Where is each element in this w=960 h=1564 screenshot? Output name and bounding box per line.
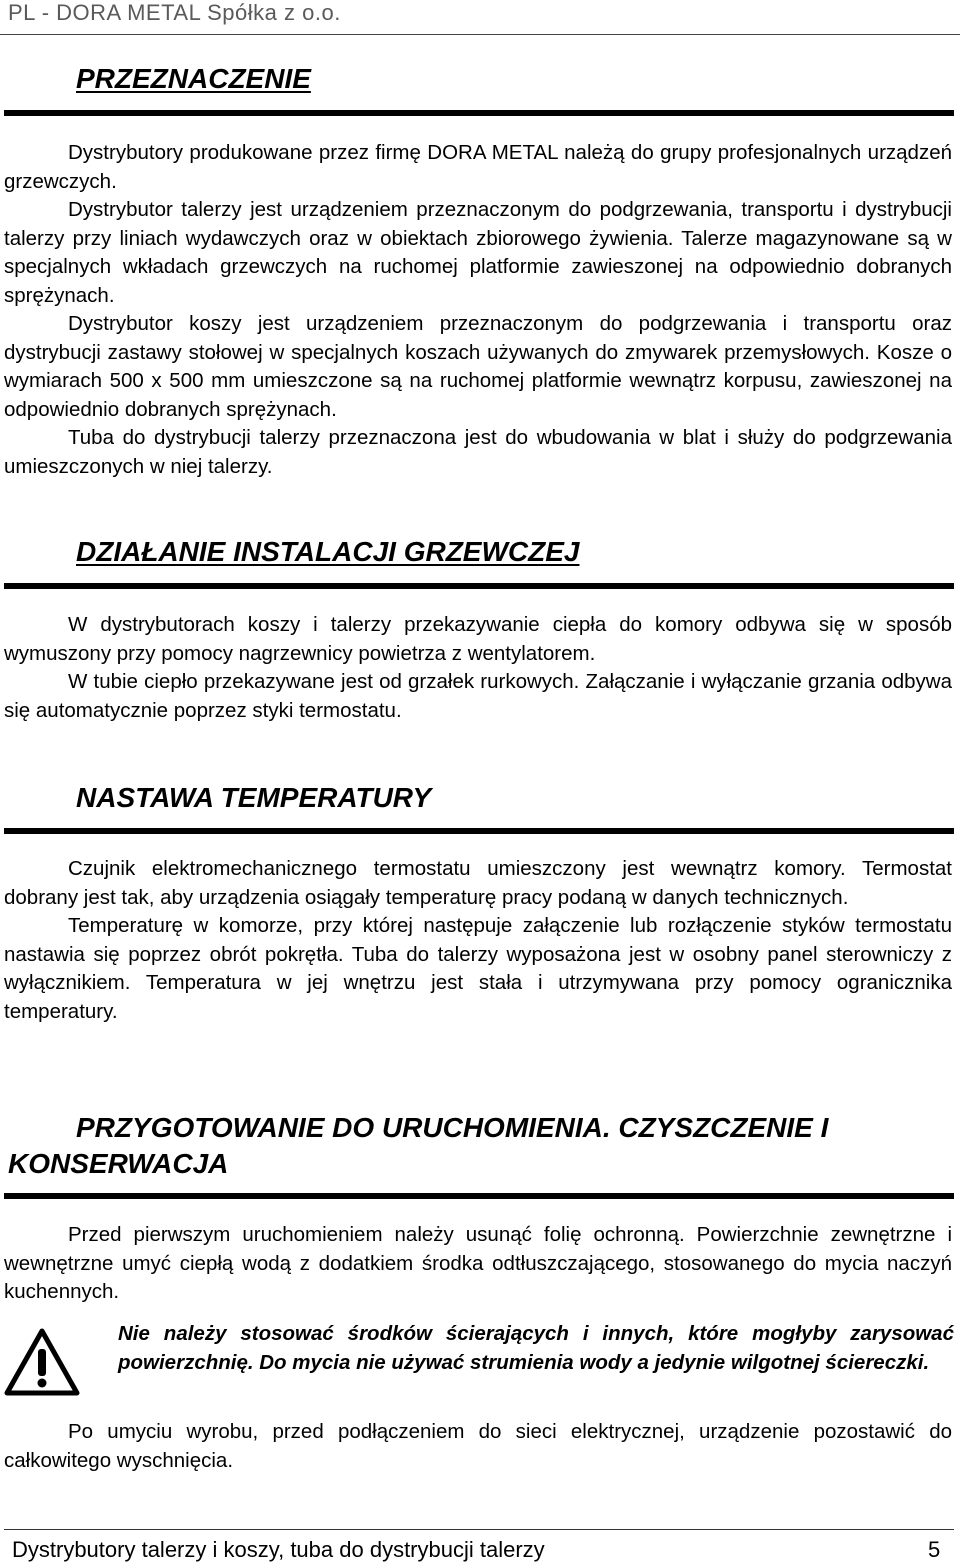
page-header-title: PL - DORA METAL Spółka z o.o. xyxy=(8,0,341,25)
paragraph: Dystrybutor koszy jest urządzeniem przeznaczonym do podgrzewania i transportu oraz dystrybucji zastawy stołowej w specjalnych koszach używanych do zmywarek przemysłowych. Kosze o wymiarach 500 x 500 mm umieszczone są na ruchomej platformie wewnątrz korpusu, zawieszonej na odpowiednio dobranych sprężynach. xyxy=(4,312,952,421)
header-divider xyxy=(0,34,960,35)
section-rule-2 xyxy=(4,583,954,589)
warning-text: Nie należy stosować środków ścierających i innych, które mogłyby zarysować powierzchnię. Do mycia nie używać strumienia wody a jedynie wilgotnej ściereczki. xyxy=(118,1322,954,1374)
section-title-przeznaczenie: PRZEZNACZENIE xyxy=(76,63,311,94)
section-rule-4 xyxy=(4,1193,954,1199)
section-title-przygotowanie-line2: KONSERWACJA xyxy=(8,1148,229,1179)
paragraph: W tubie ciepło przekazywane jest od grzałek rurkowych. Załączanie i wyłączanie grzania odbywa się automatycznie poprzez styki termostatu. xyxy=(4,670,952,722)
warning-triangle-icon xyxy=(4,1327,80,1397)
section-body-przygotowanie xyxy=(4,1221,952,1307)
paragraph: Temperaturę w komorze, przy której następuje załączenie lub rozłączenie styków termostatu nastawia się poprzez obrót pokrętła. Tuba do talerzy wyposażona jest w osobny panel sterowniczy z wyłącznikiem. Temperatura w jej wnętrzu jest stała i utrzymywana przy pomocy ogranicznika temperatury. xyxy=(4,914,952,1023)
section-rule-1 xyxy=(4,110,954,116)
section-body-przeznaczenie xyxy=(4,139,952,481)
section-title-przygotowanie-line1: PRZYGOTOWANIE DO URUCHOMIENIA. CZYSZCZENIE I xyxy=(76,1112,829,1143)
footer-document-title: Dystrybutory talerzy i koszy, tuba do dystrybucji talerzy xyxy=(12,1537,545,1562)
paragraph: Przed pierwszym uruchomieniem należy usunąć folię ochronną. Powierzchnie zewnętrzne i wewnętrzne umyć ciepłą wodą z dodatkiem środka odtłuszczającego, stosowanego do mycia naczyń kuchennych. xyxy=(4,1223,952,1303)
section-body-dzialanie xyxy=(4,611,952,725)
paragraph: Dystrybutor talerzy jest urządzeniem przeznaczonym do podgrzewania, transportu i dystrybucji talerzy przy liniach wydawczych oraz w obiektach zbiorowego żywienia. Talerze magazynowane są w specjalnych wkładach grzewczych na ruchomej platformie zawieszonej na odpowiednio dobranych sprężynach. xyxy=(4,198,952,307)
section-title-dzialanie-instalacji: DZIAŁANIE INSTALACJI GRZEWCZEJ xyxy=(76,536,580,567)
section-title-nastawa-temperatury: NASTAWA TEMPERATURY xyxy=(76,782,432,813)
footer-divider xyxy=(4,1529,954,1530)
paragraph: Dystrybutory produkowane przez firmę DORA METAL należą do grupy profesjonalnych urządzeń grzewczych. xyxy=(4,141,952,193)
section-body-nastawa xyxy=(4,855,952,1026)
paragraph: Po umyciu wyrobu, przed podłączeniem do sieci elektrycznej, urządzenie pozostawić do całkowitego wyschnięcia. xyxy=(4,1420,952,1472)
paragraph: Tuba do dystrybucji talerzy przeznaczona jest do wbudowania w blat i służy do podgrzewania umieszczonych w niej talerzy. xyxy=(4,426,952,478)
section-body-after-warning xyxy=(4,1418,952,1475)
paragraph: W dystrybutorach koszy i talerzy przekazywanie ciepła do komory odbywa się w sposób wymuszony przy pomocy nagrzewnicy powietrza z wentylatorem. xyxy=(4,613,952,665)
section-rule-3 xyxy=(4,828,954,834)
page-number: 5 xyxy=(928,1537,941,1562)
paragraph: Czujnik elektromechanicznego termostatu umieszczony jest wewnątrz komory. Termostat dobrany jest tak, aby urządzenia osiągały temperaturę pracy podaną w danych technicznych. xyxy=(4,857,952,909)
